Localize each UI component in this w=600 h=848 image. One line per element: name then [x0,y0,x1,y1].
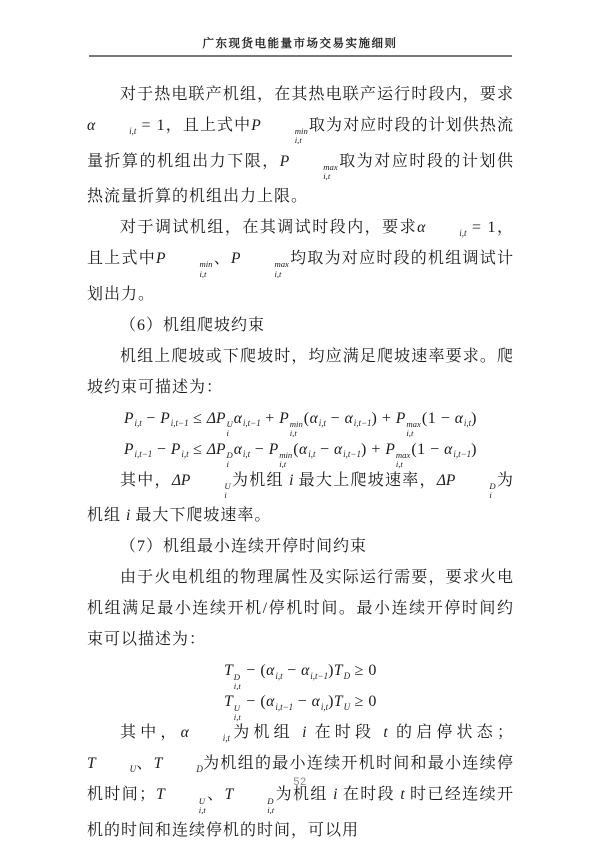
math-symbol: αi,t−1 [266,693,294,712]
text-run: 对于热电联产机组，在其热电联产运行时段内，要求 [120,86,514,103]
text-run: 为机组 [275,786,334,804]
math-symbol: P max i,t [395,409,421,439]
text-run: 均取为对应时段的机组调试计划出力。 [87,250,514,303]
math-symbol: αi,t−1 [233,409,261,429]
math-symbol: P max i,t [230,250,289,279]
math-symbol: ΔP D i [206,440,233,470]
text-run: ≥ 0 [350,693,377,711]
text-run: ( [303,409,310,427]
math-symbol: P min i,t [279,409,303,439]
math-symbol: t [400,786,405,804]
text-run: （6）机组爬坡约束 [120,316,266,334]
math-symbol: α i,t [417,219,467,238]
text-run: − [315,440,334,458]
math-symbol: αi,t−1 [334,440,361,460]
text-run: = 1，且上式中 [136,117,252,134]
math-symbol: T U [87,755,137,774]
math-symbol: αi,t [233,440,251,460]
text-run: 为机组 [87,471,514,525]
text-run: ≤ [188,440,207,458]
math-symbol: T D i,t [224,662,241,691]
text-run: 为机组 [230,724,303,742]
math-symbol: T D i,t [224,786,275,815]
math-symbol: αi,t [309,409,327,429]
text-run: ) [328,693,334,711]
text-run: − [250,440,269,458]
paragraph-min-updown-intro [87,562,514,655]
formula-ramp-up-constraint [87,403,514,439]
math-symbol: ΔP U i [171,471,231,501]
text-run: = 1，且上式中 [87,219,514,268]
math-symbol: P min i,t [155,250,213,279]
text-run: − [293,693,312,711]
math-symbol: T U i,t [224,693,241,722]
heading-item-6-ramp-constraint [87,310,514,341]
text-run: ( [293,440,300,458]
header-title: 广东现货电能量市场交易实施细则 [202,38,398,50]
math-symbol: ΔP D i [436,471,496,501]
text-run: + [260,409,280,427]
text-run: 取为对应时段的计划供热流量折算的机组出力下限， [87,117,514,170]
paragraph-ramp-intro [87,341,514,403]
heading-item-7-min-updown-time [87,531,514,562]
text-run: 由于火电机组的物理属性及实际运行需要，要求火电机组满足最小连续开机/停机时间。最小连续开停时间约束可以描述为： [87,569,514,649]
text-run: 最大上爬坡速率， [293,471,437,489]
text-run: 为机组的最小连续开机时间和最小连续停机时间； [87,755,514,804]
text-run: 对于调试机组，在其调试时段内，要求 [120,219,418,237]
text-run: 在时段 [337,786,401,804]
math-symbol: Pi,t [170,440,189,460]
text-run: 为机组 [231,471,290,489]
math-symbol: αi,t−1 [444,440,472,460]
text-run: ) + [360,440,386,458]
math-symbol: TU [333,693,351,712]
text-run: 机组上爬坡或下爬坡时，均应满足爬坡速率要求。爬坡约束可描述为： [87,347,514,396]
math-symbol: αi,t−1 [344,409,372,429]
math-symbol: TD [333,662,351,681]
math-symbol: Pi,t [124,409,142,429]
math-symbol: αi,t [311,693,329,712]
math-symbol: P min i,t [251,117,308,146]
formula-min-up-time [87,686,514,722]
text-run: − ( [241,693,267,711]
page-footer [0,772,600,790]
text-run: − [141,409,161,427]
text-run: 取为对应时段的计划供热流量折算的机组出力上限。 [87,152,514,206]
text-run: ) + [371,409,396,427]
paragraph-commissioning-units [87,212,514,310]
text-run: 、 [213,250,231,268]
text-run: 其中， [120,724,181,742]
page-number: 52 [293,776,307,788]
text-run: (1 − [421,409,455,427]
text-run: 其中， [120,471,172,489]
math-symbol: t [383,724,388,742]
text-run: − [282,662,302,680]
math-symbol: i [289,471,294,489]
math-symbol: αi,t−1 [301,662,329,681]
text-run: 的启停状态； [387,724,514,742]
math-symbol: i [302,724,307,742]
math-symbol: T U i,t [156,786,206,815]
math-symbol: ΔP U i [206,409,233,439]
text-run: ) [471,409,477,427]
math-symbol: i [126,507,131,525]
text-run: 时已经连续开机的时间和连续停机的时间，可以用 [87,786,514,839]
math-symbol: αi,t [266,662,283,681]
text-run: ≤ [188,409,207,427]
paragraph-ramp-definitions [87,465,514,532]
paragraph-cogeneration-units [87,79,514,212]
math-symbol: αi,t [454,409,472,429]
text-run: 、 [136,755,154,773]
header-rule [89,55,512,57]
text-run: − [326,409,345,427]
math-symbol: Pi,t−1 [160,409,189,429]
formula-ramp-down-constraint [87,434,514,470]
text-run: ) [471,440,477,458]
text-run: 、 [206,786,225,804]
math-symbol: αi,t [299,440,316,460]
page-content [87,79,514,846]
text-run: − ( [241,662,267,680]
text-run: 最大下爬坡速率。 [130,507,272,525]
text-run: 在时段 [306,724,384,742]
text-run: ≥ 0 [350,662,377,680]
math-symbol: P min i,t [268,440,293,470]
text-run: （7）机组最小连续开停时间约束 [120,538,368,556]
math-symbol: Pi,t−1 [124,440,153,460]
math-symbol: i [333,786,338,804]
math-symbol: α i,t [87,117,137,136]
math-symbol: P max i,t [385,440,411,470]
math-symbol: P max i,t [279,152,338,182]
text-run: ) [328,662,334,680]
math-symbol: T D [153,755,203,774]
text-run: − [152,440,171,458]
formula-min-down-time [87,655,514,691]
math-symbol: α i,t [180,724,231,743]
text-run: (1 − [411,440,445,458]
